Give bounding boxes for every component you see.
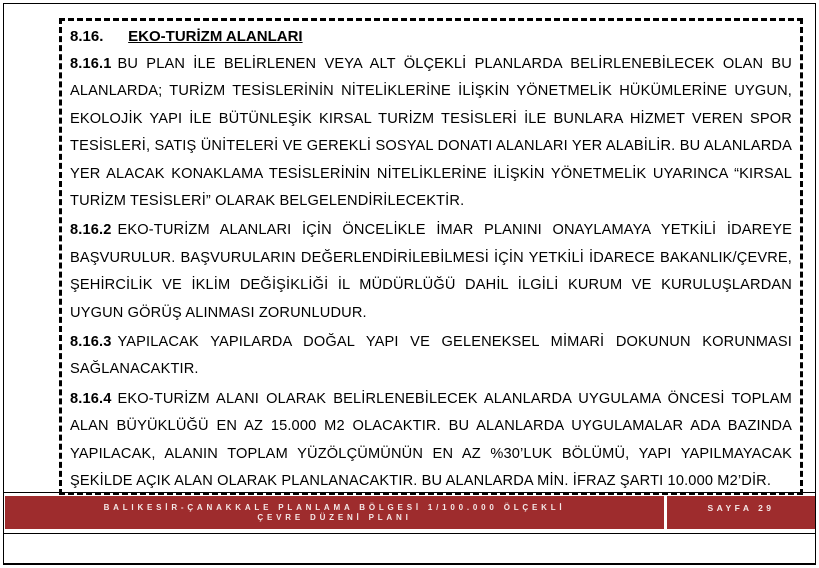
page-label: SAYFA 29 [707,503,775,513]
section-number: 8.16. [70,28,104,45]
paragraph-8-16-2 [70,217,792,327]
paragraph-8-16-1 [70,51,792,215]
footer-page-number [667,496,815,529]
paragraph-text: EKO-TURİZM ALANLARI İÇİN ÖNCELİKLE İMAR PLANINI ONAYLAMAYA YETKİLİ İDAREYE BAŞVURULUR. BAŞVURULARIN DEĞERLENDİRİLEBİLMESİ İÇİN YETKİLİ İDARECE BAKANLIK/ÇEVRE, ŞEHİRCİLİK VE İKLİM DEĞİŞİKLİĞİ İL MÜDÜRLÜĞÜ DAHİL İLGİLİ KURUM VE KURULUŞLARDAN UYGUN GÖRÜŞ ALINMASI ZORUNLUDUR. [70,222,792,321]
section-title: EKO-TURİZM ALANLARI [128,28,303,45]
footer-divider [3,492,816,493]
paragraph-text: BU PLAN İLE BELİRLENEN VEYA ALT ÖLÇEKLİ PLANLARDA BELİRLENEBİLECEK OLAN BU ALANLARDA; TURİZM TESİSLERİNİN NİTELİKLERİNE İLİŞKİN YÖNETMELİK HÜKÜMLERİNE UYGUN, EKOLOJİK YAPI İLE BÜTÜNLEŞİK KIRSAL TURİZM TESİSLERİ İLE BUNLARA HİZMET VEREN SPOR TESİSLERİ, SATIŞ ÜNİTELERİ VE GEREKLİ SOSYAL DONATI ALANLARI YER ALABİLİR. BU ALANLARDA YER ALACAK KONAKLAMA TESİSLERİNİN NİTELİKLERİNE İLİŞKİN YÖNETMELİK UYARINCA “KIRSAL TURİZM TESİSLERİ” OLARAK BELGELENDİRİLECEKTİR. [70,56,792,210]
bottom-divider [3,533,816,534]
paragraph-number: 8.16.3 [70,334,112,351]
footer-plan-title [5,496,664,529]
paragraph-text: YAPILACAK YAPILARDA DOĞAL YAPI VE GELENEKSEL MİMARİ DOKUNUN KORUNMASI SAĞLANACAKTIR. [70,334,792,378]
paragraph-number: 8.16.1 [70,56,112,72]
paragraph-8-16-3 [70,329,792,384]
paragraph-number: 8.16.2 [70,222,112,239]
paragraph-number: 8.16.4 [70,390,112,407]
document-content-box [59,18,803,495]
footer-title-line-1: BALIKESİR-ÇANAKKALE PLANLAMA BÖLGESİ 1/100.000 ÖLÇEKLİ [103,502,566,512]
paragraph-8-16-4 [70,386,792,495]
section-heading [70,25,792,49]
footer-title-line-2: ÇEVRE DÜZENİ PLANI [257,512,412,522]
paragraph-text: EKO-TURİZM ALANI OLARAK BELİRLENEBİLECEK ALANLARDA UYGULAMA ÖNCESİ TOPLAM ALAN BÜYÜKLÜĞÜ EN AZ 15.000 M2 OLACAKTIR. BU ALANLARDA UYGULAMALAR ADA BAZINDA YAPILACAK, ALANIN TOPLAM YÜZÖLÇÜMÜNÜN EN AZ %30’LUK BÖLÜMÜ, YAPI YAPILMAYACAK ŞEKİLDE AÇIK ALAN OLARAK PLANLANACAKTIR. BU ALANLARDA MİN. İFRAZ ŞARTI 10.000 M2’DİR. [70,390,792,490]
